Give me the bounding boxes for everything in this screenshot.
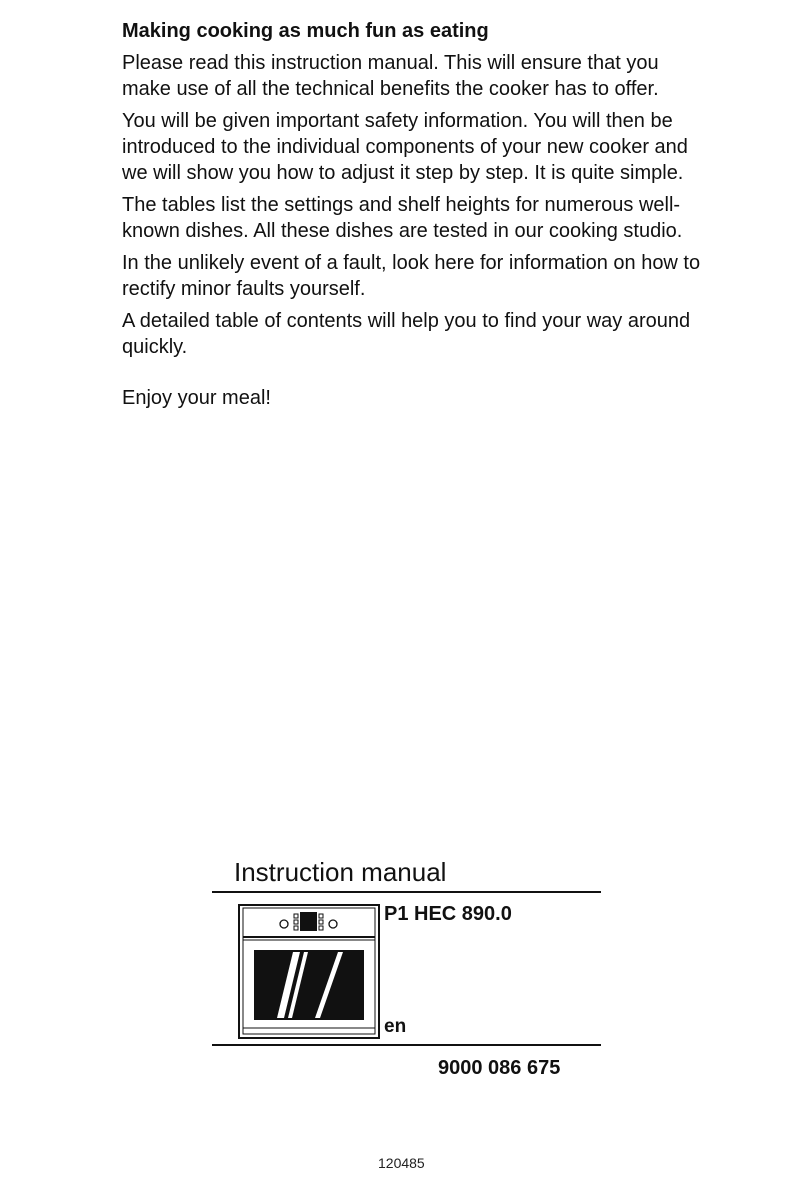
part-number: 9000 086 675 bbox=[438, 1057, 561, 1079]
intro-paragraph: In the unlikely event of a fault, look here for information on how to rectify minor faults yourself. bbox=[122, 252, 701, 300]
intro-paragraph: You will be given important safety information. You will then be introduced to the individual components of your new cooker and we will show you how to adjust it step by step. It is quite simple. bbox=[122, 110, 688, 184]
bottom-divider bbox=[212, 1044, 601, 1046]
oven-icon bbox=[238, 904, 380, 1039]
model-number: P1 HEC 890.0 bbox=[384, 903, 512, 925]
intro-paragraph: A detailed table of contents will help you to find your way around quickly. bbox=[122, 310, 691, 358]
top-divider bbox=[212, 891, 601, 893]
closing-line: Enjoy your meal! bbox=[122, 387, 271, 409]
footer-code: 120485 bbox=[378, 1155, 425, 1171]
intro-paragraph: The tables list the settings and shelf heights for numerous well-known dishes. All these dishes are tested in our cooking studio. bbox=[122, 194, 683, 242]
intro-paragraph: Please read this instruction manual. This will ensure that you make use of all the technical benefits the cooker has to offer. bbox=[122, 52, 659, 100]
cover-block bbox=[212, 852, 602, 1082]
language-code: en bbox=[384, 1016, 407, 1037]
manual-title: Instruction manual bbox=[234, 857, 447, 887]
intro-section bbox=[122, 18, 702, 417]
intro-heading: Making cooking as much fun as eating bbox=[122, 20, 489, 42]
